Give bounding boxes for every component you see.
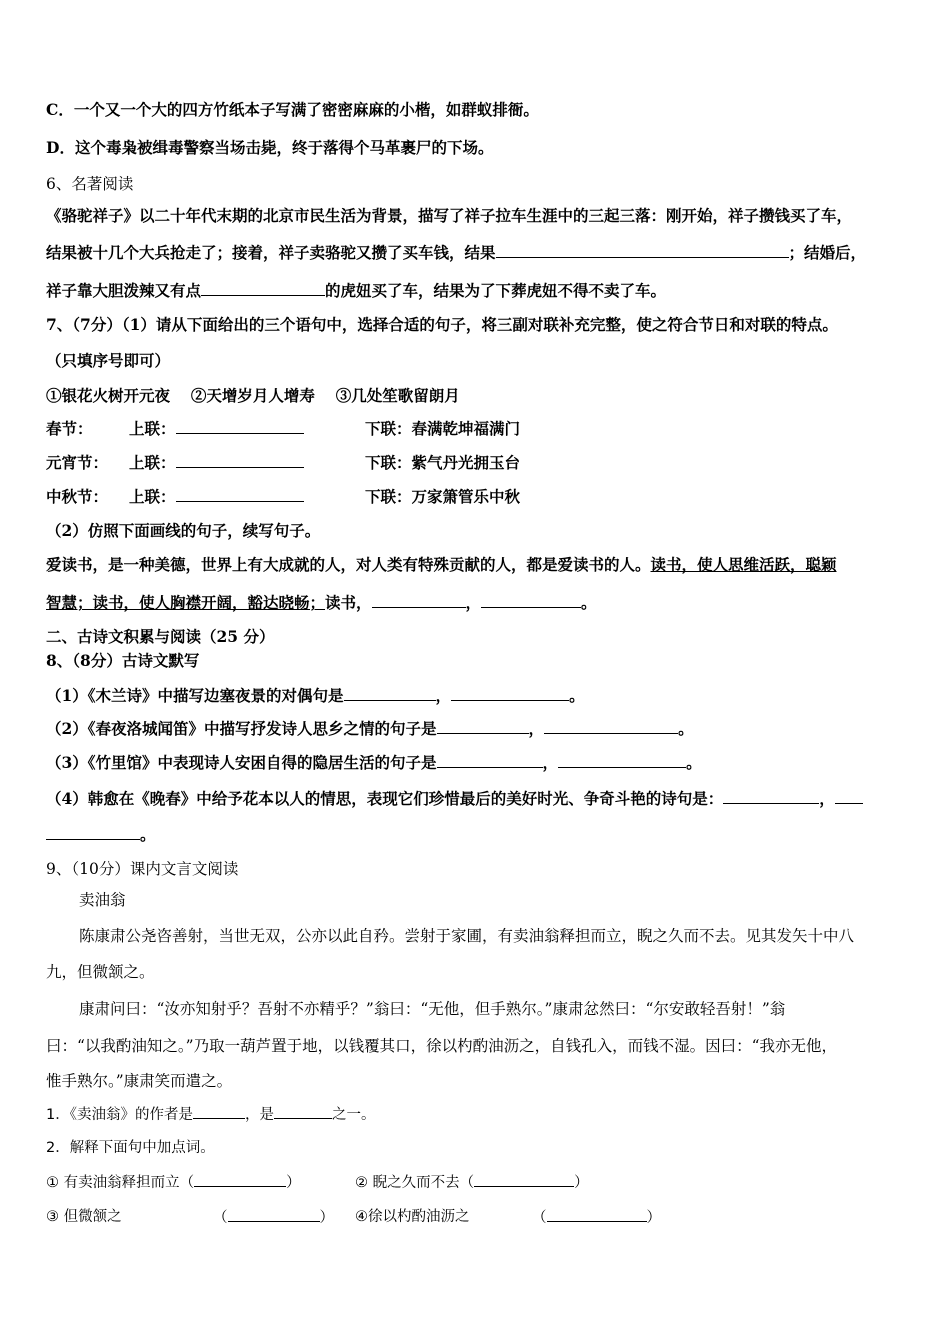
q8-item-text: （4）韩愈在《晚春》中给予花本以人的情思，表现它们珍惜最后的美好时光、争奇斗艳的诗句是： <box>46 789 724 808</box>
q6-line-2-text: 结果被十几个大兵抢走了；接着，祥子卖骆驼又攒了买车钱，结果 <box>46 243 496 262</box>
q7-continue-prompt: 读书， <box>325 593 372 612</box>
q9-para-1a: 陈康肃公尧咨善射，当世无双，公亦以此自矜。尝射于家圃，有卖油翁释担而立，睨之久而不去。见其发矢十中八 <box>79 927 855 945</box>
q9-word-1 <box>46 1171 301 1194</box>
q8-item-4 <box>46 788 863 810</box>
couplet-upper-spring <box>129 418 304 440</box>
q9-word-4-answer <box>532 1206 661 1229</box>
q6-line-1: 《骆驼祥子》以二十年代末期的北京市民生活为背景，描写了祥子拉车生涯中的三起三落：刚开始，祥子攒钱买了车， <box>46 206 853 225</box>
q6-line-2 <box>46 242 866 264</box>
q7-options: ①银花火树开元夜 ②天增岁月人增寿 ③几处笙歌留朗月 <box>46 386 460 405</box>
q8-blank-1a[interactable] <box>344 685 436 701</box>
comma: ， <box>819 789 835 808</box>
q9-q1-text: 1．《卖油翁》的作者是 <box>46 1107 193 1123</box>
q8-item-text: （3）《竹里馆》中表现诗人安困自得的隐居生活的句子是 <box>46 753 437 772</box>
q9-word-3 <box>46 1206 122 1228</box>
q9-passage-title: 卖油翁 <box>79 891 126 909</box>
q6-title: 6、名著阅读 <box>46 175 134 193</box>
paren-open: （ <box>532 1210 547 1226</box>
couplet-lower-lantern: 下联：紫气丹光拥玉台 <box>365 453 521 472</box>
q9-title: 9、（10分）课内文言文阅读 <box>46 860 239 878</box>
q8-item-4-cont <box>46 824 156 846</box>
q7-underlined-sentence: 读书，使人思维活跃，聪颖 <box>650 555 837 574</box>
period: 。 <box>686 753 702 772</box>
q9-blank-author[interactable] <box>193 1103 245 1119</box>
section-2-title: 二、古诗文积累与阅读（25 分） <box>46 627 275 646</box>
q6-blank-2[interactable] <box>201 280 325 296</box>
paren-close: ） <box>574 1175 589 1191</box>
q9-q1-end: 之一。 <box>331 1107 376 1123</box>
couplet-festival-midautumn: 中秋节： <box>46 487 109 506</box>
couplet-upper-label: 上联： <box>129 453 176 472</box>
q7-note: （只填序号即可） <box>46 351 171 370</box>
paren-close: ） <box>319 1210 334 1226</box>
comma: ， <box>435 686 452 705</box>
couplet-blank-midautumn[interactable] <box>176 486 304 502</box>
q8-blank-4a[interactable] <box>723 788 819 804</box>
paren-close: ） <box>646 1210 661 1226</box>
couplet-lower-spring: 下联：春满乾坤福满门 <box>365 419 521 438</box>
q9-word-3-answer <box>213 1206 334 1229</box>
q8-item-3 <box>46 752 702 774</box>
q9-para-2c: 惟手熟尔。”康肃笑而遣之。 <box>46 1072 233 1090</box>
q8-blank-4b-start[interactable] <box>835 788 863 804</box>
q9-blank-word-4[interactable] <box>547 1206 647 1222</box>
q9-word-text: ③ 但微颔之 <box>46 1209 122 1225</box>
q7-passage-line-2 <box>46 592 597 614</box>
couplet-upper-lantern <box>129 452 304 474</box>
q7-underlined-sentence-cont: 智慧；读书，使人胸襟开阔，豁达晓畅； <box>46 593 326 612</box>
q7-title: 7、（7分）（1）请从下面给出的三个语句中，选择合适的句子，将三副对联补充完整，使之符合节日和对联的特点。 <box>46 315 838 334</box>
couplet-festival-spring: 春节： <box>46 419 93 438</box>
q8-item-text: （2）《春夜洛城闻笛》中描写抒发诗人思乡之情的句子是 <box>46 719 437 738</box>
q9-word-text: ④徐以杓酌油沥之 <box>355 1209 470 1225</box>
q8-blank-1b[interactable] <box>451 685 569 701</box>
q8-item-text: （1）《木兰诗》中描写边塞夜景的对偶句是 <box>46 686 344 705</box>
q8-item-1 <box>46 685 585 707</box>
q9-word-text: ① 有卖油翁释担而立（ <box>46 1175 195 1191</box>
period: 。 <box>678 719 694 738</box>
comma: ， <box>465 593 482 612</box>
q5-option-d: D．这个毒枭被缉毒警察当场击毙，终于落得个马革裹尸的下场。 <box>46 138 494 157</box>
q9-word-4 <box>355 1206 470 1228</box>
q7-passage-text: 爱读书，是一种美德，世界上有大成就的人，对人类有特殊贡献的人，都是爱读书的人。 <box>46 555 651 574</box>
q6-line-3-end: 的虎妞买了车，结果为了下葬虎妞不得不卖了车。 <box>325 281 667 300</box>
comma: ， <box>528 719 545 738</box>
q9-blank-word-3[interactable] <box>228 1206 320 1222</box>
period: 。 <box>581 593 597 612</box>
couplet-blank-lantern[interactable] <box>176 452 304 468</box>
q8-item-2 <box>46 718 694 740</box>
q6-blank-1[interactable] <box>496 242 789 258</box>
q9-word-2 <box>355 1171 589 1194</box>
q7-blank-b[interactable] <box>481 592 581 608</box>
q9-para-2a: 康肃问曰：“汝亦知射乎？吾射不亦精乎？”翁曰：“无他，但手熟尔。”康肃忿然曰：“尔安敢轻吾射！”翁 <box>79 1000 786 1018</box>
q6-line-3 <box>46 280 666 302</box>
couplet-festival-lantern: 元宵节： <box>46 453 109 472</box>
q9-question-2: 2．解释下面句中加点词。 <box>46 1140 215 1156</box>
couplet-upper-label: 上联： <box>129 487 176 506</box>
q9-question-1 <box>46 1103 375 1126</box>
q9-para-2b: 曰：“以我酌油知之。”乃取一葫芦置于地，以钱覆其口，徐以杓酌油沥之，自钱孔入，而钱不湿。因曰：“我亦无他， <box>46 1037 838 1055</box>
couplet-blank-spring[interactable] <box>176 418 304 434</box>
couplet-lower-midautumn: 下联：万家箫管乐中秋 <box>365 487 521 506</box>
q7-blank-a[interactable] <box>372 592 466 608</box>
q6-line-2-end: ；结婚后， <box>788 243 867 262</box>
q7-part-2: （2）仿照下面画线的句子，续写句子。 <box>46 521 321 540</box>
q6-line-3-text: 祥子靠大胆泼辣又有点 <box>46 281 202 300</box>
q9-blank-category[interactable] <box>274 1103 332 1119</box>
paren-close: ） <box>286 1175 301 1191</box>
q9-blank-word-1[interactable] <box>194 1171 286 1187</box>
couplet-upper-label: 上联： <box>129 419 176 438</box>
comma: ， <box>542 753 559 772</box>
q8-blank-2a[interactable] <box>437 718 529 734</box>
q9-q1-mid: ，是 <box>244 1107 274 1123</box>
paren-open: （ <box>213 1210 228 1226</box>
period: 。 <box>140 825 156 844</box>
q9-word-text: ② 睨之久而不去（ <box>355 1175 475 1191</box>
q8-blank-3b[interactable] <box>558 752 686 768</box>
q8-blank-2b[interactable] <box>544 718 678 734</box>
q7-passage-line-1 <box>46 554 837 576</box>
q8-blank-4b-end[interactable] <box>46 824 140 840</box>
q8-title: 8、（8分）古诗文默写 <box>46 651 200 670</box>
q9-blank-word-2[interactable] <box>474 1171 574 1187</box>
period: 。 <box>569 686 585 705</box>
q5-option-c: C．一个又一个大的四方竹纸本子写满了密密麻麻的小楷，如群蚁排衙。 <box>46 100 539 119</box>
couplet-upper-midautumn <box>129 486 304 508</box>
q9-para-1b: 九，但微颔之。 <box>46 963 155 981</box>
q8-blank-3a[interactable] <box>437 752 543 768</box>
